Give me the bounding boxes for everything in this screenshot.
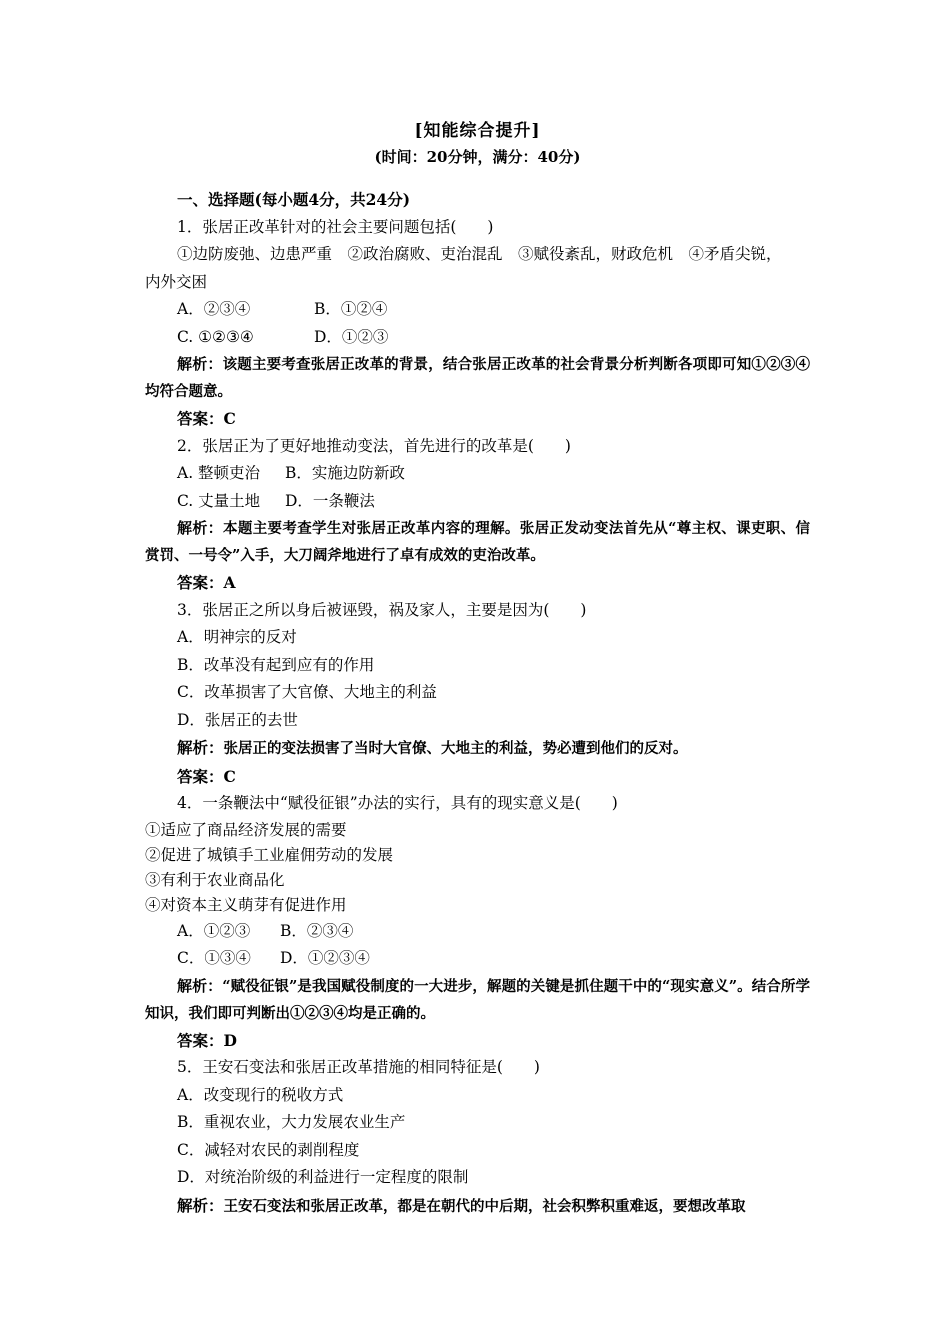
q4-item-4: ④对资本主义萌芽有促进作用 <box>145 895 347 914</box>
q1-option-d: D．①②③ <box>314 327 389 346</box>
page-subtitle: (时间：20分钟，满分：40分) <box>374 148 581 166</box>
q4-option-d: D．①②③④ <box>280 949 370 967</box>
q4-option-a: A．①②③ <box>177 921 251 940</box>
q1-items-line2: 内外交困 <box>145 272 208 291</box>
q2-option-c: C. 丈量土地 <box>177 491 261 510</box>
q4-options-row2 <box>145 945 810 973</box>
q4-stem: 4．一条鞭法中“赋役征银”办法的实行，具有的现实意义是( ) <box>177 794 618 812</box>
q1-option-b: B．①②④ <box>314 300 388 318</box>
q2-explanation-label: 解析： <box>177 519 224 537</box>
q2-option-d: D．一条鞭法 <box>285 491 375 510</box>
q4-explanation-text: “赋役征银”是我国赋役制度的一大进步，解题的关键是抓住题干中的“现实意义”。结合所学知识，我们即可判断出①②③④均是正确的。 <box>145 977 810 1022</box>
q3-option-d: D．张居正的去世 <box>177 710 298 729</box>
q1-items-line1: ①边防废弛、边患严重 ②政治腐败、吏治混乱 ③赋役紊乱，财政危机 ④矛盾尖锐， <box>177 245 782 263</box>
q4-explanation <box>145 973 810 1027</box>
q4-item-2: ②促进了城镇手工业雇佣劳动的发展 <box>145 845 394 864</box>
q4-option-b: B．②③④ <box>280 921 354 940</box>
q5-option-a: A．改变现行的税收方式 <box>177 1085 344 1104</box>
q4-options-row1 <box>145 918 810 946</box>
q2-option-b: B．实施边防新政 <box>285 464 405 482</box>
q5-option-c: C．减轻对农民的剥削程度 <box>177 1140 360 1159</box>
q5-stem: 5．王安石变法和张居正改革措施的相同特征是( ) <box>177 1058 540 1076</box>
q5-option-d: D．对统治阶级的利益进行一定程度的限制 <box>177 1168 469 1186</box>
q1-explanation <box>145 351 810 405</box>
q5-explanation <box>145 1192 810 1221</box>
q4-answer: 答案：D <box>177 1030 237 1050</box>
q2-stem: 2．张居正为了更好地推动变法，首先进行的改革是( ) <box>177 436 571 455</box>
q1-option-c: C. ①②③④ <box>177 327 254 346</box>
q1-explanation-text: 该题主要考查张居正改革的背景，结合张居正改革的社会背景分析判断各项即可知①②③④均符合题意。 <box>145 356 810 400</box>
q3-option-b: B．改革没有起到应有的作用 <box>177 655 375 674</box>
q3-answer: 答案：C <box>177 766 236 786</box>
section-heading: 一、选择题(每小题4分，共24分) <box>177 190 411 209</box>
q3-option-a: A．明神宗的反对 <box>177 628 297 646</box>
q1-stem: 1．张居正改革针对的社会主要问题包括( ) <box>177 217 494 236</box>
q4-option-c: C．①③④ <box>177 949 251 967</box>
q4-explanation-label: 解析： <box>177 976 223 995</box>
page-title: [知能综合提升] <box>414 121 541 141</box>
q4-item-1: ①适应了商品经济发展的需要 <box>145 820 347 839</box>
q5-explanation-text: 王安石变法和张居正改革，都是在朝代的中后期，社会积弊积重难返，要想改革取 <box>223 1197 746 1215</box>
q1-options-row2 <box>145 324 810 352</box>
q3-explanation-text: 张居正的变法损害了当时大官僚、大地主的利益，势必遭到他们的反对。 <box>223 740 688 757</box>
q3-option-c: C．改革损害了大官僚、大地主的利益 <box>177 683 437 701</box>
q3-explanation <box>145 734 810 763</box>
q2-explanation-text: 本题主要考查学生对张居正改革内容的理解。张居正发动变法首先从“尊主权、课吏职、信赏罚、一号令”入手，大刀阔斧地进行了卓有成效的吏治改革。 <box>145 520 810 564</box>
q2-explanation <box>145 515 810 569</box>
document-page <box>145 118 810 1220</box>
q1-options-row1 <box>145 296 810 324</box>
q4-item-3: ③有利于农业商品化 <box>145 870 285 889</box>
q2-answer: 答案：A <box>177 573 236 592</box>
q5-explanation-label: 解析： <box>177 1195 224 1215</box>
q3-explanation-label: 解析： <box>177 738 224 757</box>
q2-options-row1 <box>145 460 810 488</box>
q1-answer: 答案：C <box>177 409 236 428</box>
q1-explanation-label: 解析： <box>177 355 223 373</box>
q5-option-b: B．重视农业，大力发展农业生产 <box>177 1113 406 1131</box>
q2-options-row2 <box>145 488 810 516</box>
q1-option-a: A．②③④ <box>177 300 251 318</box>
q2-option-a: A. 整顿吏治 <box>177 464 261 482</box>
q3-stem: 3．张居正之所以身后被诬毁，祸及家人，主要是因为( ) <box>177 600 587 619</box>
